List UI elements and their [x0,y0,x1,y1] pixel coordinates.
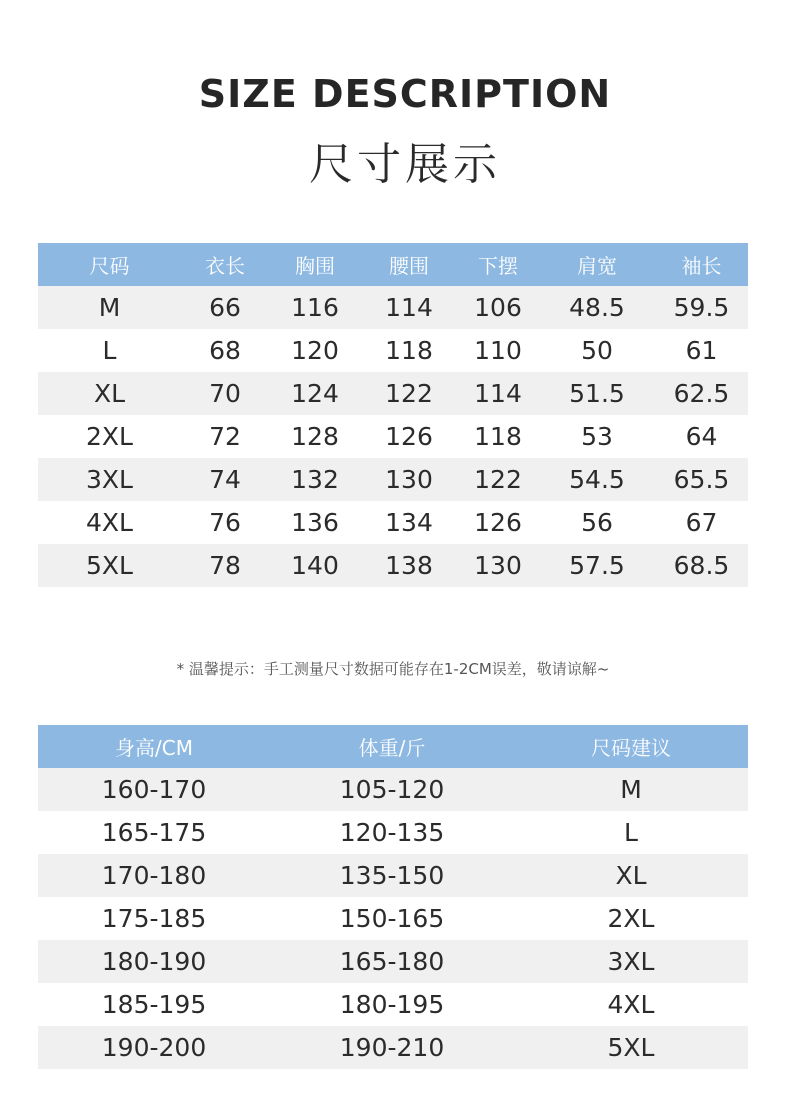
table-cell: 68.5 [655,544,748,587]
table-cell: 150-165 [339,904,445,933]
table-row [38,1026,748,1069]
table-cell: 2XL [607,904,655,933]
table-cell: M [38,286,181,329]
table-cell: 110 [474,336,522,365]
table-cell: 175-185 [101,904,207,933]
table-row [38,897,748,940]
table-cell: 190-210 [270,1026,514,1069]
table-cell: 118 [474,422,522,451]
table-cell: 64 [685,422,718,451]
table-cell: 67 [685,508,718,537]
table-cell: 53 [581,422,613,451]
table-cell: 61 [685,336,718,365]
measurement-note: * 温馨提示：手工测量尺寸数据可能存在1-2CM误差，敬请谅解~ [176,660,610,678]
table-cell: 135-150 [270,854,514,897]
size-table-header-cell: 腰围 [361,243,457,286]
table-row [38,983,748,1026]
recommend-table-header-cell: 体重/斤 [270,725,514,768]
table-cell: 70 [181,372,269,415]
table-cell: 116 [269,286,361,329]
table-cell: 165-175 [101,818,207,847]
table-cell: 190-200 [38,1026,270,1069]
table-cell: XL [38,372,181,415]
table-cell: 122 [457,458,539,501]
page-title-en: SIZE DESCRIPTION [198,72,612,116]
table-cell: 128 [291,422,339,451]
table-row [38,811,748,854]
table-cell: 140 [269,544,361,587]
table-cell: 170-180 [38,854,270,897]
table-cell: 4XL [86,508,133,537]
table-cell: 5XL [38,544,181,587]
table-cell: 180-190 [38,940,270,983]
table-cell: 185-195 [101,990,207,1019]
table-row [38,544,748,587]
table-cell: 136 [291,508,339,537]
size-table [38,243,748,587]
size-table-header-cell: 胸围 [269,243,361,286]
table-row [38,286,748,329]
table-row [38,458,748,501]
page-title-cn: 尺寸展示 [309,139,501,190]
table-cell: XL [514,854,748,897]
table-cell: 132 [269,458,361,501]
table-cell: 50 [581,336,613,365]
table-cell: 165-180 [270,940,514,983]
table-cell: 134 [385,508,433,537]
table-cell: L [624,818,638,847]
table-cell: 130 [457,544,539,587]
size-table-header-cell: 下摆 [457,243,539,286]
table-cell: 68 [209,336,241,365]
table-cell: 72 [209,422,241,451]
size-table-header-cell: 袖长 [655,243,748,286]
table-cell: 2XL [86,422,133,451]
table-row [38,768,748,811]
table-row [38,854,748,897]
table-cell: 106 [457,286,539,329]
table-cell: 4XL [607,990,655,1019]
table-cell: 105-120 [270,768,514,811]
table-cell: M [514,768,748,811]
size-table-header-cell: 衣长 [181,243,269,286]
table-cell: 76 [209,508,241,537]
table-row [38,501,748,544]
table-cell: 57.5 [539,544,655,587]
table-cell: 62.5 [655,372,748,415]
table-cell: L [102,336,117,365]
recommend-table-header-row [38,725,748,768]
recommend-table [38,725,748,1069]
table-cell: 126 [474,508,522,537]
table-cell: 65.5 [655,458,748,501]
table-cell: 126 [385,422,433,451]
table-cell: 120-135 [339,818,445,847]
table-cell: 160-170 [38,768,270,811]
table-cell: 54.5 [539,458,655,501]
size-table-header-row [38,243,748,286]
table-row [38,372,748,415]
table-cell: 66 [181,286,269,329]
table-cell: 130 [361,458,457,501]
recommend-table-header-cell: 尺码建议 [514,725,748,768]
table-cell: 56 [581,508,613,537]
size-table-header-cell: 肩宽 [539,243,655,286]
table-cell: 48.5 [539,286,655,329]
table-cell: 78 [181,544,269,587]
table-cell: 138 [361,544,457,587]
table-row [38,415,748,458]
table-row [38,329,748,372]
table-cell: 3XL [514,940,748,983]
size-table-header-cell: 尺码 [38,243,181,286]
table-cell: 118 [385,336,433,365]
table-cell: 114 [361,286,457,329]
table-cell: 180-195 [339,990,445,1019]
table-cell: 59.5 [655,286,748,329]
table-cell: 122 [361,372,457,415]
table-row [38,940,748,983]
table-cell: 5XL [514,1026,748,1069]
table-cell: 74 [181,458,269,501]
table-cell: 120 [291,336,339,365]
table-cell: 3XL [38,458,181,501]
table-cell: 124 [269,372,361,415]
table-cell: 114 [457,372,539,415]
recommend-table-header-cell: 身高/CM [38,725,270,768]
table-cell: 51.5 [539,372,655,415]
